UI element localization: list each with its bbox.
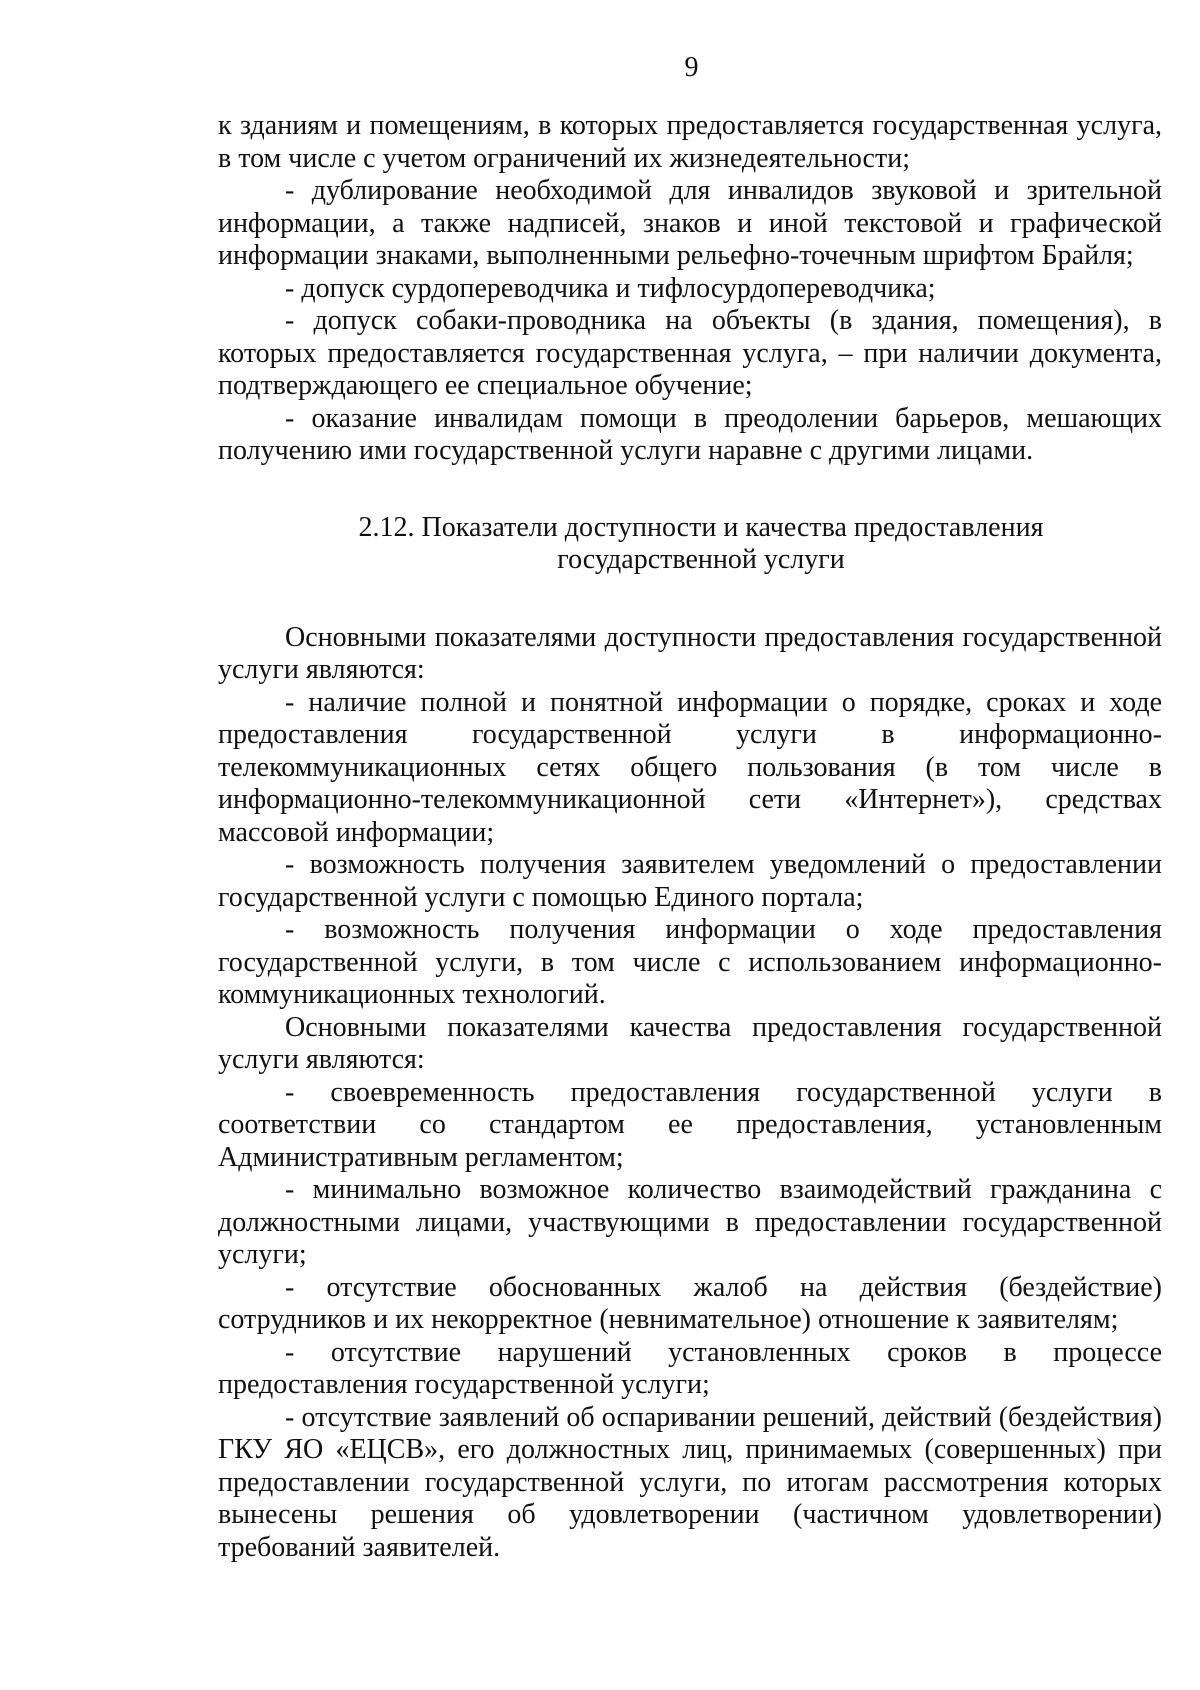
paragraph: - допуск сурдопереводчика и тифлосурдопереводчика; — [285, 272, 936, 304]
paragraph: - возможность получения заявителем уведомлений о предоставлении государственной услуги с помощью Единого портала; — [218, 849, 1162, 913]
paragraph: к зданиям и помещениям, в которых предоставляется государственная услуга, в том числе с учетом ограничений их жизнедеятельности; — [218, 110, 1162, 174]
document-body — [218, 110, 1162, 1564]
section-heading-line: государственной услуги — [557, 544, 845, 575]
page-number: 9 — [684, 52, 699, 83]
section-heading — [218, 512, 1162, 577]
paragraph: - оказание инвалидам помощи в преодолении барьеров, мешающих получению ими государственной услуги наравне с другими лицами. — [218, 402, 1162, 466]
paragraph: - наличие полной и понятной информации о порядке, сроках и ходе предоставления государственной услуги в информационно-телекоммуникационных сетях общего пользования (в том числе в информационно-телекоммуникационной сети «Интернет»), средствах массовой информации; — [218, 686, 1162, 848]
paragraph: - своевременность предоставления государственной услуги в соответствии со стандартом ее предоставления, установленным Административным регламентом; — [218, 1076, 1162, 1173]
paragraph: - дублирование необходимой для инвалидов звуковой и зрительной информации, а также надписей, знаков и иной текстовой и графической информации знаками, выполненными рельефно-точечным шрифтом Брайля; — [218, 175, 1162, 271]
paragraph: Основными показателями качества предоставления государственной услуги являются: — [218, 1011, 1162, 1075]
paragraph: - возможность получения информации о ходе предоставления государственной услуги, в том числе с использованием информационно-коммуникационных технологий. — [218, 914, 1162, 1010]
section-heading-line: 2.12. Показатели доступности и качества предоставления — [358, 511, 1044, 543]
paragraph: - минимально возможное количество взаимодействий гражданина с должностными лицами, участвующими в предоставлении государственной услуги; — [218, 1174, 1162, 1270]
paragraph: - допуск собаки-проводника на объекты (в здания, помещения), в которых предоставляется государственная услуга, – при наличии документа, подтверждающего ее специальное обучение; — [218, 305, 1162, 401]
paragraph: - отсутствие нарушений установленных сроков в процессе предоставления государственной услуги; — [218, 1336, 1162, 1400]
paragraph: Основными показателями доступности предоставления государственной услуги являются: — [218, 621, 1162, 685]
paragraph: - отсутствие заявлений об оспаривании решений, действий (бездействия) ГКУ ЯО «ЕЦСВ», его должностных лиц, принимаемых (совершенных) при предоставлении государственной услуги, по итогам рассмотрения которых вынесены решения об удовлетворении (частичном удовлетворении) требований заявителей. — [218, 1401, 1162, 1563]
paragraph: - отсутствие обоснованных жалоб на действия (бездействие) сотрудников и их некорректное (невнимательное) отношение к заявителям; — [218, 1271, 1162, 1335]
